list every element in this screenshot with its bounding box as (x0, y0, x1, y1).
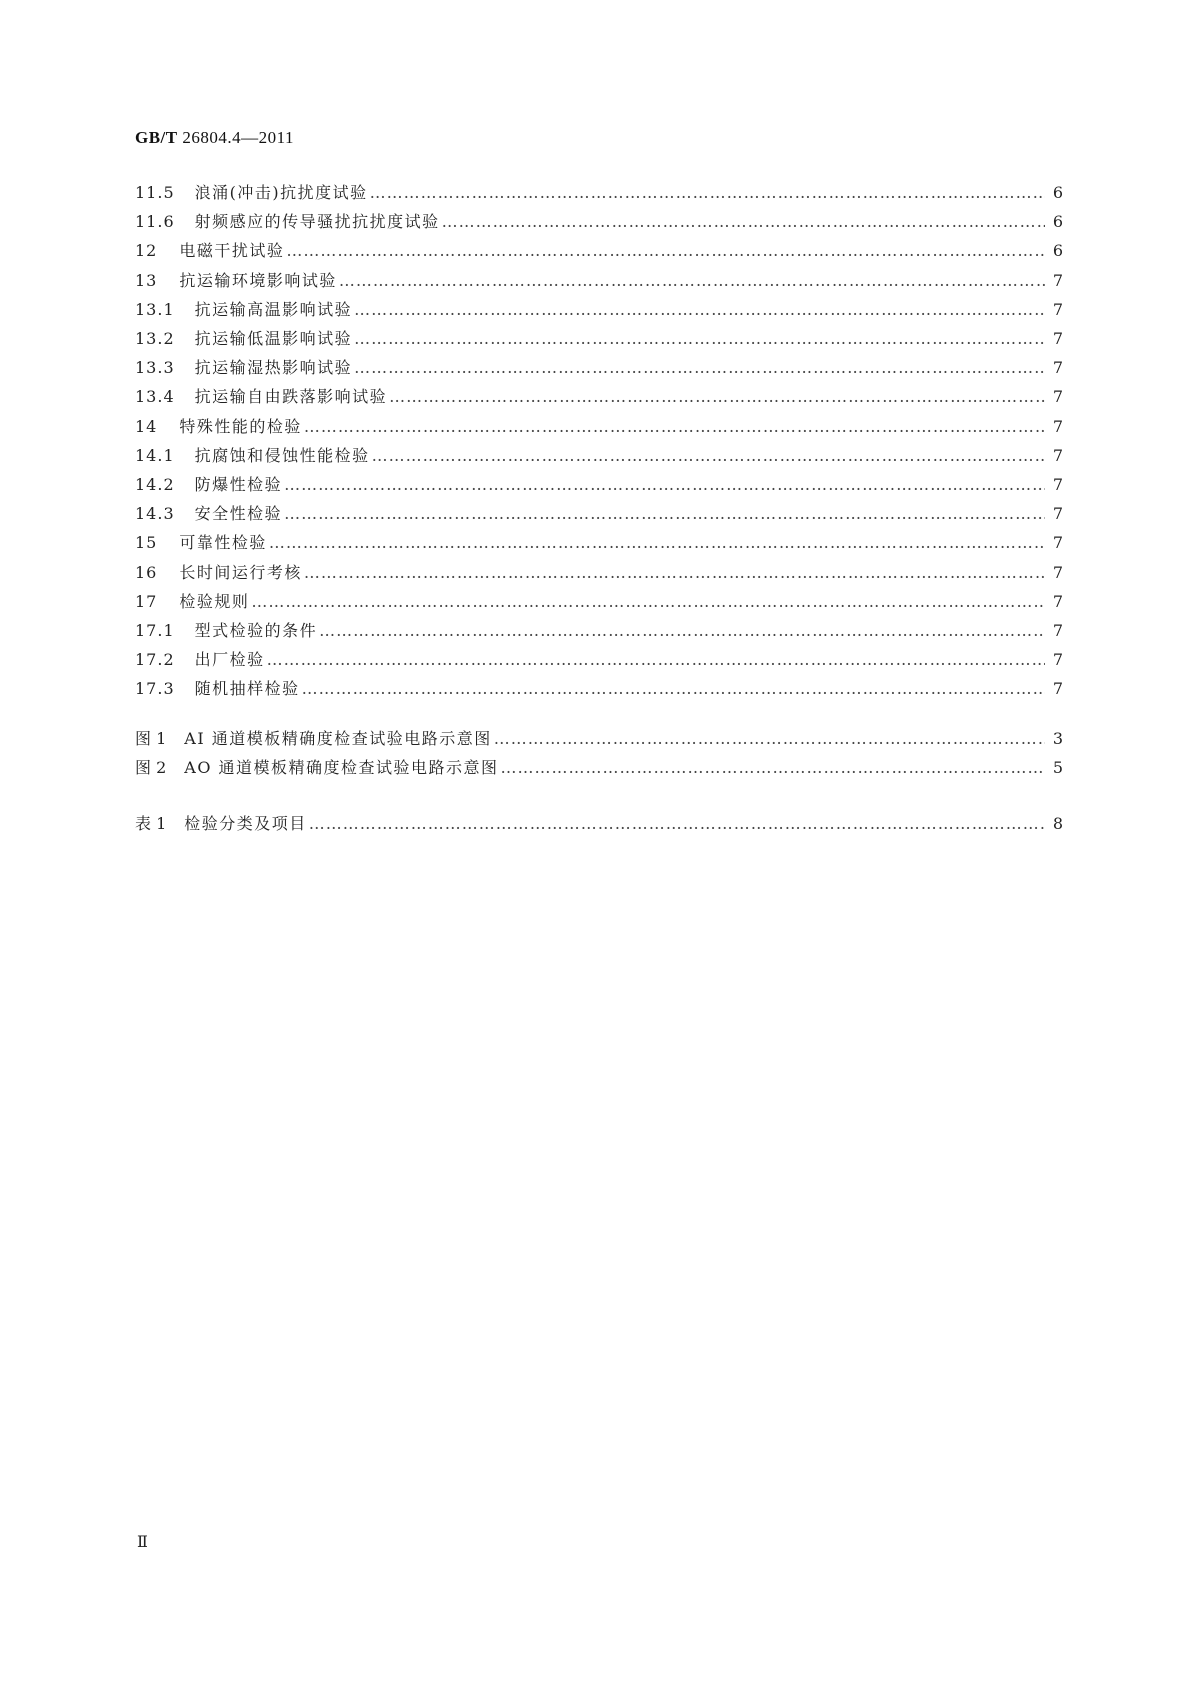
entry-number: 14.2 (135, 475, 175, 494)
entry-number: 11.5 (135, 183, 175, 202)
entry-page: 7 (1052, 621, 1063, 640)
dot-leader (251, 589, 1045, 615)
entry-page: 7 (1052, 475, 1063, 494)
page-number: Ⅱ (137, 1534, 148, 1551)
entry-page: 8 (1052, 814, 1063, 833)
entry-title: 防爆性检验 (194, 475, 283, 494)
dot-leader (389, 384, 1045, 410)
entry-page: 7 (1052, 679, 1063, 699)
entry-title: 检验分类及项目 (184, 814, 307, 833)
entry-number: 16 (135, 562, 158, 582)
entry-title: 出厂检验 (194, 650, 265, 670)
entry-page: 7 (1052, 270, 1063, 290)
entry-title: 抗运输环境影响试验 (179, 270, 337, 290)
dot-leader (354, 355, 1045, 381)
toc-entry[interactable] (135, 355, 1063, 381)
entry-number: 14 (135, 416, 158, 436)
entry-number: 17 (135, 591, 158, 611)
dot-leader (286, 238, 1045, 264)
entry-page: 3 (1052, 729, 1063, 748)
entry-title: 抗腐蚀和侵蚀性能检验 (194, 445, 370, 465)
entry-number: 17.3 (135, 679, 175, 699)
dot-leader (269, 530, 1045, 556)
entry-title: 抗运输低温影响试验 (194, 329, 353, 348)
entry-number: 13.2 (135, 329, 175, 348)
dot-leader (302, 676, 1045, 702)
entry-page: 6 (1052, 183, 1063, 202)
entry-number: 17.2 (135, 650, 175, 670)
entry-title: AI 通道模板精确度检查试验电路示意图 (184, 729, 492, 748)
entry-title: 型式检验的条件 (194, 621, 318, 640)
entry-title: 可靠性检验 (179, 533, 267, 553)
entry-title: 电磁干扰试验 (179, 241, 285, 261)
dot-leader (309, 811, 1045, 837)
toc-entry[interactable] (135, 472, 1063, 498)
entry-title: AO 通道模板精确度检查试验电路示意图 (184, 758, 499, 778)
entry-title: 随机抽样检验 (194, 679, 300, 699)
entry-page: 7 (1052, 650, 1063, 670)
entry-page: 7 (1052, 504, 1063, 524)
toc-entry[interactable] (135, 676, 1063, 702)
entry-page: 7 (1052, 299, 1063, 319)
entry-title: 抗运输高温影响试验 (194, 299, 353, 319)
entry-title: 安全性检验 (194, 504, 283, 524)
toc-entry[interactable] (135, 384, 1063, 410)
toc-entry[interactable] (135, 443, 1063, 469)
entry-number: 17.1 (135, 621, 175, 640)
toc-entry[interactable] (135, 326, 1063, 352)
entry-page: 5 (1052, 758, 1063, 778)
dot-leader (442, 209, 1045, 235)
entry-page: 7 (1052, 562, 1063, 582)
entry-page: 7 (1052, 445, 1063, 465)
entry-title: 抗运输湿热影响试验 (194, 358, 353, 378)
toc-entry[interactable] (135, 414, 1063, 440)
dot-leader (267, 647, 1045, 673)
entry-number: 15 (135, 533, 158, 553)
toc-entry[interactable] (135, 647, 1063, 673)
entry-page: 6 (1052, 212, 1063, 232)
entry-number: 13.3 (135, 358, 175, 378)
entry-number: 11.6 (135, 212, 175, 232)
entry-page: 7 (1052, 591, 1063, 611)
dot-leader (501, 755, 1045, 781)
entry-page: 7 (1052, 329, 1063, 348)
entry-page: 7 (1052, 416, 1063, 436)
entry-title: 浪涌(冲击)抗扰度试验 (194, 183, 368, 202)
entry-title: 特殊性能的检验 (179, 416, 302, 436)
dot-leader (372, 443, 1045, 469)
dot-leader (354, 326, 1045, 352)
entry-number: 表 1 (135, 814, 167, 833)
dot-leader (370, 180, 1045, 206)
dot-leader (339, 268, 1045, 294)
dot-leader (319, 618, 1045, 644)
standard-code: GB/T (135, 128, 178, 147)
toc-entry[interactable] (135, 238, 1063, 264)
toc-entry[interactable] (135, 530, 1063, 556)
toc-entry[interactable] (135, 618, 1063, 644)
entry-number: 12 (135, 241, 158, 261)
toc-entry[interactable] (135, 501, 1063, 527)
entry-number: 13 (135, 270, 158, 290)
entry-page: 7 (1052, 533, 1063, 553)
toc-entry[interactable] (135, 209, 1063, 235)
entry-title: 射频感应的传导骚扰抗扰度试验 (194, 212, 440, 232)
entry-title: 长时间运行考核 (179, 562, 302, 582)
entry-title: 检验规则 (179, 591, 250, 611)
entry-page: 7 (1052, 387, 1063, 407)
entry-number: 图 2 (135, 758, 167, 778)
document-header (135, 128, 294, 148)
table-entry[interactable] (135, 811, 1063, 837)
dot-leader (284, 501, 1045, 527)
entry-page: 7 (1052, 358, 1063, 378)
entry-number: 14.1 (135, 445, 175, 465)
toc-entry[interactable] (135, 560, 1063, 586)
entry-number: 图 1 (135, 729, 167, 748)
entry-number: 13.1 (135, 299, 175, 319)
dot-leader (304, 560, 1045, 586)
dot-leader (494, 726, 1045, 752)
dot-leader (304, 414, 1045, 440)
figure-entry[interactable] (135, 726, 1063, 752)
dot-leader (354, 297, 1045, 323)
toc-entry[interactable] (135, 268, 1063, 294)
toc-entry[interactable] (135, 297, 1063, 323)
entry-page: 6 (1052, 241, 1063, 261)
toc-entry[interactable] (135, 589, 1063, 615)
entry-number: 14.3 (135, 504, 175, 524)
figure-entry[interactable] (135, 755, 1063, 781)
entry-number: 13.4 (135, 387, 175, 407)
entry-title: 抗运输自由跌落影响试验 (194, 387, 388, 407)
dot-leader (284, 472, 1045, 498)
toc-entry[interactable] (135, 180, 1063, 206)
standard-number: 26804.4—2011 (182, 128, 294, 147)
